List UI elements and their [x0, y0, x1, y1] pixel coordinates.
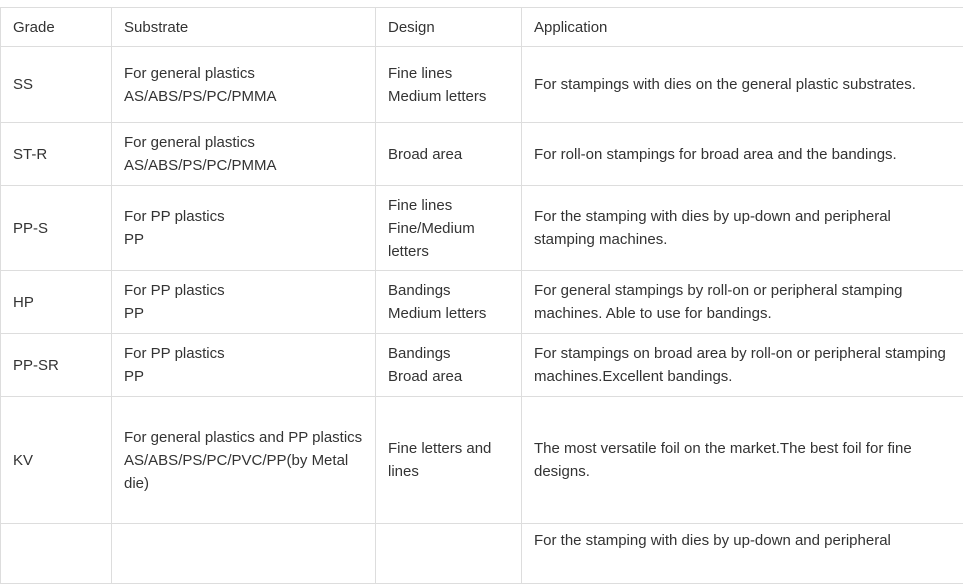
application-cell: For the stamping with dies by up-down and peripheral	[522, 524, 963, 584]
substrate-line: For general plastics	[124, 62, 363, 85]
substrate-cell	[112, 397, 376, 524]
substrate-line: AS/ABS/PS/PC/PMMA	[124, 154, 363, 177]
substrate-cell	[112, 271, 376, 334]
application-cell: For general stampings by roll-on or peripheral stamping machines. Able to use for bandings.	[522, 271, 963, 334]
design-cell	[376, 47, 522, 123]
application-cell: For roll-on stampings for broad area and the bandings.	[522, 123, 963, 186]
design-cell	[376, 123, 522, 186]
table-row	[1, 186, 963, 271]
substrate-line: AS/ABS/PS/PC/PMMA	[124, 85, 363, 108]
design-cell	[376, 271, 522, 334]
substrate-line: For PP plastics	[124, 279, 363, 302]
design-line: Fine lines	[388, 194, 509, 217]
foil-grade-table	[0, 7, 963, 584]
design-line: Fine letters and lines	[388, 437, 509, 483]
substrate-cell	[112, 123, 376, 186]
grade-cell: PP-S	[1, 186, 112, 271]
header-application: Application	[522, 8, 963, 47]
table-header-row	[1, 8, 963, 47]
application-cell: For stampings with dies on the general plastic substrates.	[522, 47, 963, 123]
design-line: Broad area	[388, 365, 509, 388]
header-design: Design	[376, 8, 522, 47]
table-row	[1, 123, 963, 186]
application-cell: For stampings on broad area by roll-on or peripheral stamping machines.Excellent bandings.	[522, 334, 963, 397]
table-row	[1, 397, 963, 524]
table-row	[1, 524, 963, 584]
grade-cell: HP	[1, 271, 112, 334]
foil-grade-table-container	[0, 7, 963, 584]
table-row	[1, 47, 963, 123]
design-line: Medium letters	[388, 85, 509, 108]
grade-cell: PP-SR	[1, 334, 112, 397]
design-line: Fine lines	[388, 62, 509, 85]
design-line: Fine/Medium letters	[388, 217, 509, 263]
substrate-line: For general plastics	[124, 131, 363, 154]
design-cell	[376, 186, 522, 271]
application-cell: For the stamping with dies by up-down and peripheral stamping machines.	[522, 186, 963, 271]
substrate-line: PP	[124, 302, 363, 325]
design-cell	[376, 524, 522, 584]
design-cell	[376, 334, 522, 397]
grade-cell: KV	[1, 397, 112, 524]
table-row	[1, 271, 963, 334]
substrate-line: For PP plastics	[124, 205, 363, 228]
substrate-cell	[112, 47, 376, 123]
substrate-line: For PP plastics	[124, 342, 363, 365]
grade-cell	[1, 524, 112, 584]
table-row	[1, 334, 963, 397]
design-line: Broad area	[388, 143, 509, 166]
application-cell: The most versatile foil on the market.The best foil for fine designs.	[522, 397, 963, 524]
substrate-line: For general plastics and PP plastics	[124, 426, 363, 449]
design-line: Bandings	[388, 279, 509, 302]
grade-cell: ST-R	[1, 123, 112, 186]
header-grade: Grade	[1, 8, 112, 47]
design-line: Bandings	[388, 342, 509, 365]
substrate-cell	[112, 186, 376, 271]
header-substrate: Substrate	[112, 8, 376, 47]
substrate-cell	[112, 334, 376, 397]
design-line: Medium letters	[388, 302, 509, 325]
substrate-cell	[112, 524, 376, 584]
substrate-line: PP	[124, 365, 363, 388]
substrate-line: PP	[124, 228, 363, 251]
substrate-line: AS/ABS/PS/PC/PVC/PP(by Metal die)	[124, 449, 363, 495]
design-cell	[376, 397, 522, 524]
grade-cell: SS	[1, 47, 112, 123]
